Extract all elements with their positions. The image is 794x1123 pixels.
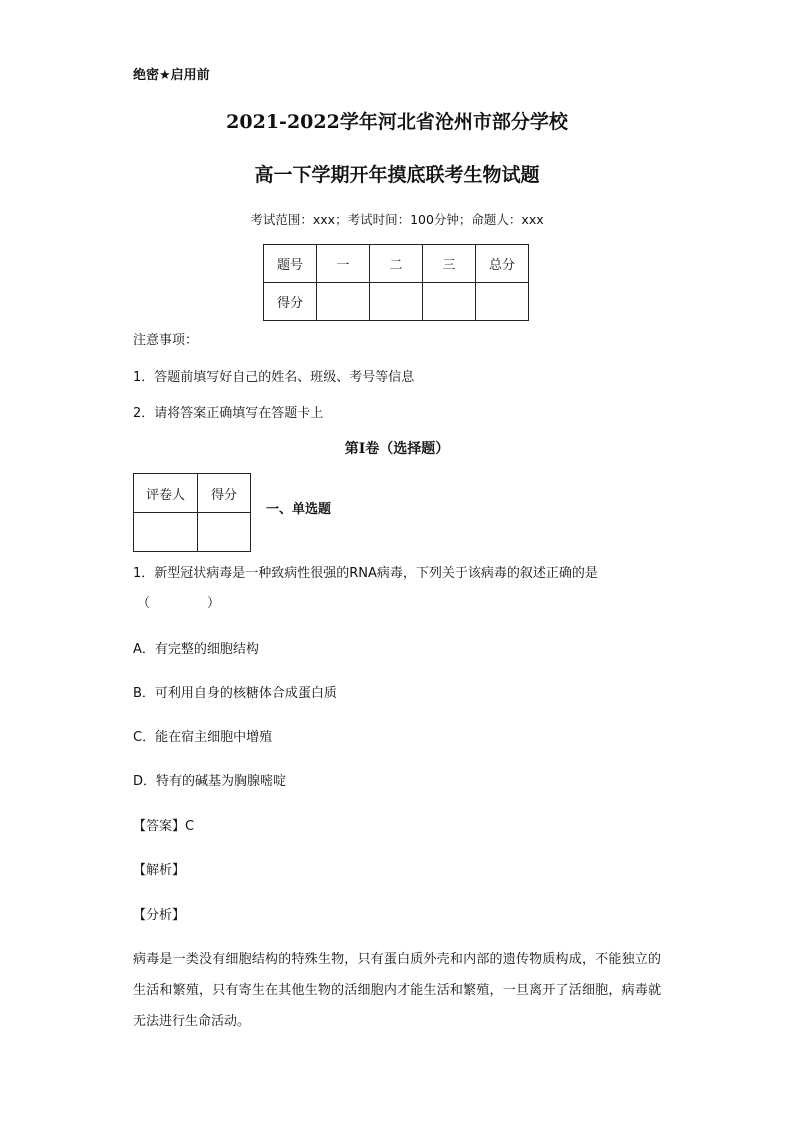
grader-table-header-row (134, 474, 251, 513)
confidential-label: 绝密★启用前 (133, 68, 210, 83)
grader-table (133, 473, 251, 552)
score-cell (317, 283, 370, 321)
score-cell (423, 283, 476, 321)
score-table (263, 244, 529, 321)
notes-title: 注意事项： (133, 333, 199, 348)
score-table-header-row (264, 245, 529, 283)
answer-paren-left: （ (137, 596, 151, 611)
answer-paren-right: ） (207, 596, 221, 611)
exam-title-line1: 2021-2022学年河北省沧州市部分学校 (226, 111, 568, 133)
note-item: 2．请将答案正确填写在答题卡上 (133, 406, 324, 421)
score-table-header-cell: 总分 (476, 245, 529, 283)
option-b: B．可利用自身的核糖体合成蛋白质 (133, 686, 337, 701)
exam-title-line2: 高一下学期开年摸底联考生物试题 (254, 164, 540, 186)
analysis-label: 【解析】 (133, 863, 186, 878)
option-a: A．有完整的细胞结构 (133, 642, 259, 657)
option-d: D．特有的碱基为胸腺嘧啶 (133, 774, 287, 789)
question-stem: 1．新型冠状病毒是一种致病性很强的RNA病毒，下列关于该病毒的叙述正确的是 (133, 566, 598, 581)
score-table-header-cell: 一 (317, 245, 370, 283)
score-table-header-cell: 二 (370, 245, 423, 283)
score-cell (476, 283, 529, 321)
section-title: 一、单选题 (266, 502, 332, 517)
grader-blank-cell (198, 513, 251, 552)
explanation-paragraph: 病毒是一类没有细胞结构的特殊生物，只有蛋白质外壳和内部的遗传物质构成，不能独立的生活和繁殖，只有寄生在其他生物的活细胞内才能生活和繁殖，一旦离开了活细胞，病毒就无法进行生命活动。 (133, 952, 661, 1029)
exam-info: 考试范围：xxx；考试时间：100分钟；命题人：xxx (250, 212, 544, 227)
score-table-row-label: 得分 (264, 283, 317, 321)
grader-table-blank-row (134, 513, 251, 552)
score-table-score-row (264, 283, 529, 321)
option-c: C．能在宿主细胞中增殖 (133, 730, 273, 745)
score-table-header-cell: 题号 (264, 245, 317, 283)
answer-label: 【答案】C (133, 819, 195, 834)
note-item: 1．答题前填写好自己的姓名、班级、考号等信息 (133, 370, 415, 385)
score-cell (370, 283, 423, 321)
grader-header-cell: 评卷人 (134, 474, 198, 513)
part-title: 第I卷（选择题） (344, 441, 450, 457)
score-table-header-cell: 三 (423, 245, 476, 283)
grader-blank-cell (134, 513, 198, 552)
fenxi-label: 【分析】 (133, 908, 186, 923)
grader-header-cell: 得分 (198, 474, 251, 513)
